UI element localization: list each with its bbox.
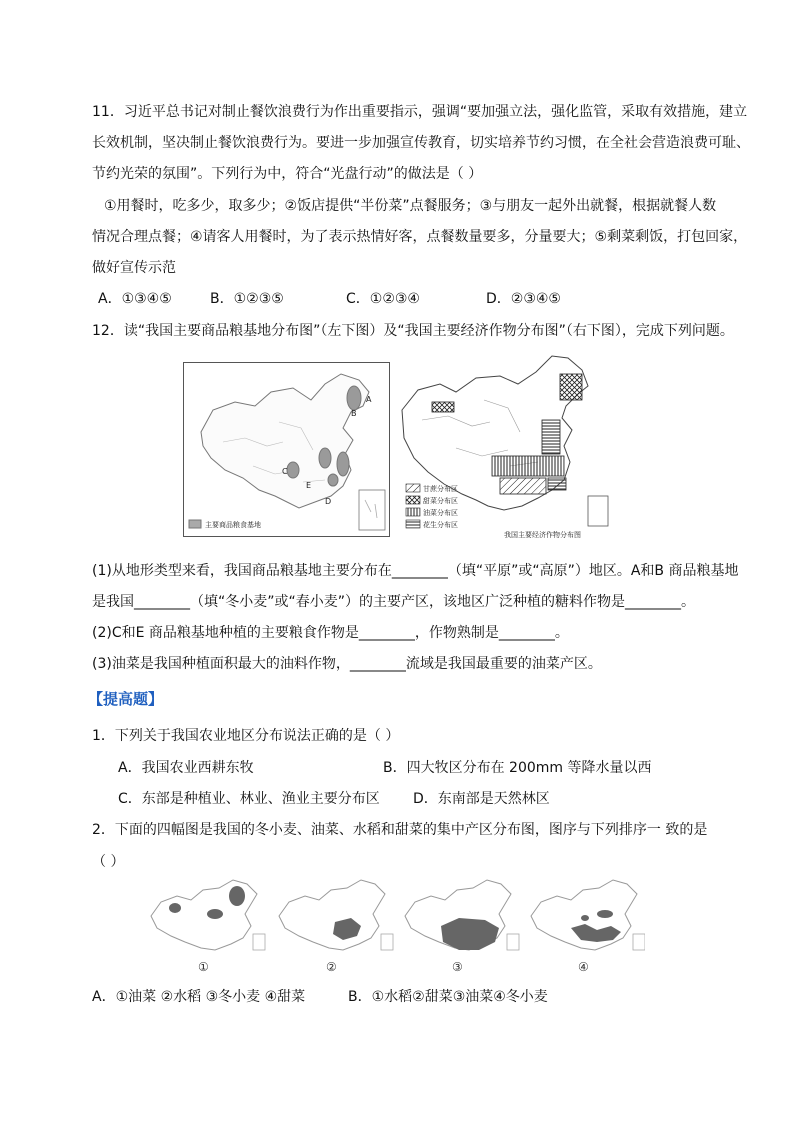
crop-map-title: 我国主要经济作物分布图: [504, 531, 581, 539]
grain-base-map: [183, 362, 390, 537]
p2-option-b: B．①水稻②甜菜③油菜④冬小麦: [348, 989, 548, 1005]
q12-sub3: (3)油菜是我国种植面积最大的油料作物，________流域是我国最重要的油菜产区。: [92, 656, 602, 672]
section-title: 【提高题】: [88, 690, 164, 708]
grain-base-small: [337, 452, 349, 476]
crop-map-4: [531, 880, 645, 974]
map-label-b: B: [351, 409, 357, 418]
q11-option-c: C．①②③④: [346, 291, 420, 307]
p1-option-a: A．我国农业西耕东牧: [118, 760, 254, 776]
q11-line-3: 节约光荣的氛围”。下列行为中，符合“光盘行动”的做法是（ ）: [92, 166, 483, 182]
grain-base-d: [328, 474, 338, 486]
q11-line-4: ①用餐时，吃多少，取多少；②饭店提供“半份菜”点餐服务；③与朋友一起外出就餐，根据就餐人数: [104, 198, 717, 214]
map-label-d: D: [325, 497, 332, 506]
sugarcane-area: [500, 478, 546, 494]
legend-rapeseed: 油菜分布区: [423, 509, 458, 517]
q11-option-b: B．①②③⑤: [210, 291, 284, 307]
p1-option-c: C．东部是种植业、林业、渔业主要分布区: [118, 791, 380, 807]
crop-map-label-2: ②: [326, 960, 337, 974]
p1-line-1: 1．下列关于我国农业地区分布说法正确的是（ ）: [92, 728, 400, 744]
legend-sugarcane: 甘蔗分布区: [423, 485, 458, 493]
q11-option-d: D．②③④⑤: [486, 291, 561, 307]
q12-sub1-line-1: (1)从地形类型来看，我国商品粮基地主要分布在________（填“平原”或“高原”）地区。A和B 商品粮基地: [92, 563, 739, 579]
p2-option-a: A．①油菜 ②水稻 ③冬小麦 ④甜菜: [92, 989, 306, 1005]
four-crop-maps: [145, 878, 645, 978]
rapeseed-area: [492, 456, 564, 476]
p2-line-2: （ ）: [92, 854, 125, 870]
grain-base-c: [287, 462, 299, 478]
q11-line-1: 11．习近平总书记对制止餐饮浪费行为作出重要指示，强调“要加强立法，强化监管，采取有效措施，建立: [92, 104, 748, 120]
crop-map-2: [279, 880, 393, 974]
legend-beet: 甜菜分布区: [423, 497, 458, 505]
q11-line-5: 情况合理点餐；④请客人用餐时，为了表示热情好客，点餐数量要多，分量要大；⑤剩菜剩饭，打包回家，: [92, 229, 748, 245]
grain-base-e: [319, 448, 331, 468]
legend-peanut: 花生分布区: [423, 521, 458, 529]
q11-line-6: 做好宣传示范: [92, 260, 176, 276]
crop-map-label-1: ①: [198, 960, 209, 974]
p2-line-1: 2．下面的四幅图是我国的冬小麦、油菜、水稻和甜菜的集中产区分布图，图序与下列排序一 致的是: [92, 822, 708, 838]
p1-option-d: D．东南部是天然林区: [413, 791, 550, 807]
crop-map-label-3: ③: [452, 960, 463, 974]
crop-map-3: [405, 880, 519, 974]
grain-base-a: [347, 386, 361, 410]
crop-map-label-4: ④: [578, 960, 589, 974]
map-label-c: C: [282, 467, 288, 476]
economic-crop-map: [392, 350, 614, 543]
q11-option-a: A．①③④⑤: [98, 291, 172, 307]
q12-sub1-line-2: 是我国________（填“冬小麦”或“春小麦”）的主要产区，该地区广泛种植的糖料作物是________。: [92, 594, 696, 610]
map-label-e: E: [306, 481, 312, 490]
peanut-area-south: [548, 478, 566, 490]
q12-sub2: (2)C和E 商品粮基地种植的主要粮食作物是________，作物熟制是________。: [92, 625, 569, 641]
grain-legend-label: 主要商品粮食基地: [205, 521, 261, 529]
q12-line-1: 12．读“我国主要商品粮基地分布图”（左下图）及“我国主要经济作物分布图”（右下图），完成下列问题。: [92, 323, 734, 339]
beet-area-nw: [432, 402, 454, 412]
q11-line-2: 长效机制，坚决制止餐饮浪费行为。要进一步加强宣传教育，切实培养节约习惯，在全社会营造浪费可耻、: [92, 135, 750, 151]
crop-map-1: [151, 880, 265, 974]
peanut-area-north: [542, 420, 560, 454]
map-label-a: A: [366, 395, 372, 404]
p1-option-b: B．四大牧区分布在 200mm 等降水量以西: [383, 760, 652, 776]
beet-area-ne: [560, 374, 582, 400]
